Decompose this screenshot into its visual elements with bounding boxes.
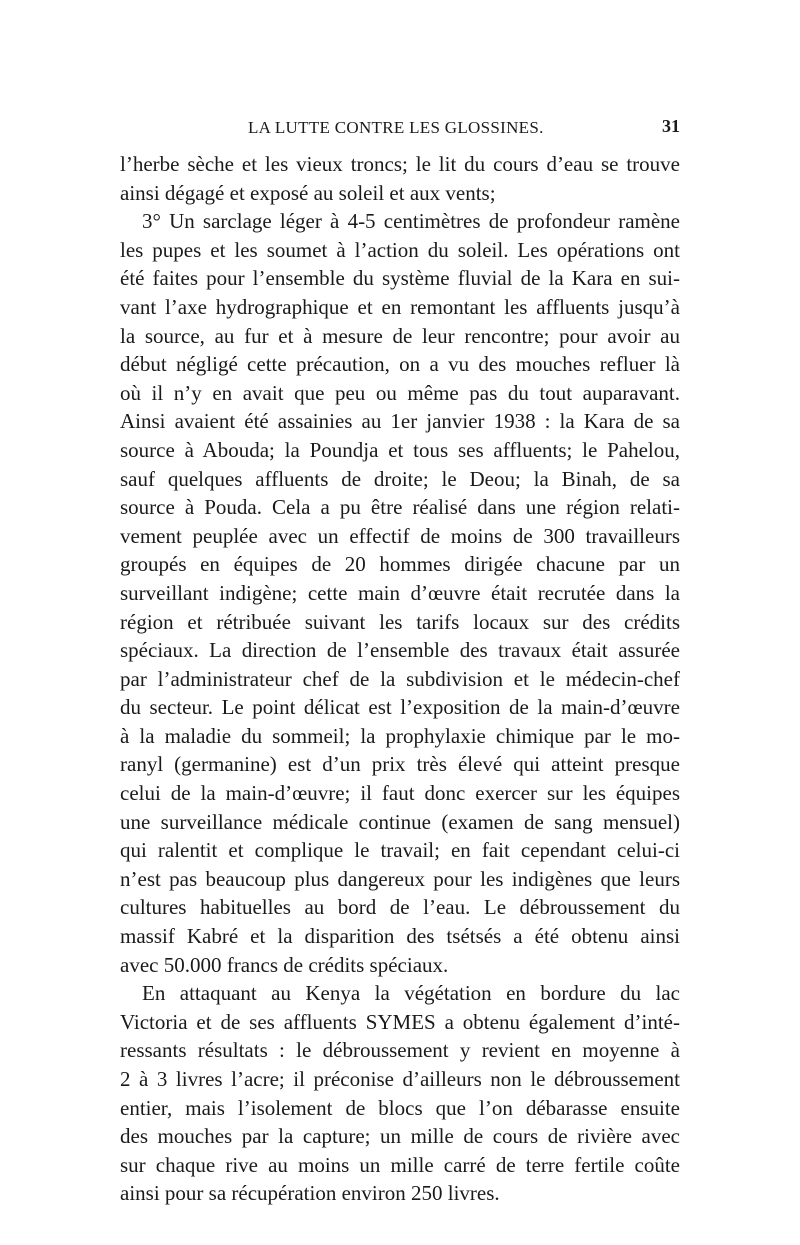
text-line: été faites pour l’ensemble du système fluvial de la Kara en sui- [120,266,680,291]
running-title: LA LUTTE CONTRE LES GLOSSINES. [248,118,544,137]
text-line: début négligé cette précaution, on a vu des mouches refluer là [120,352,680,377]
text-line: des mouches par la capture; un mille de cours de rivière avec [120,1124,680,1149]
text-line: ainsi pour sa récupération environ 250 livres. [120,1181,500,1206]
running-head [120,118,680,144]
text-line: vement peuplée avec un effectif de moins de 300 travailleurs [120,523,680,548]
text-line: les pupes et les soumet à l’action du soleil. Les opérations ont [120,237,680,262]
text-line: à la maladie du sommeil; la prophylaxie chimique par le mo- [120,723,680,748]
text-line: par l’administrateur chef de la subdivision et le médecin-chef [120,666,680,691]
text-line: ainsi dégagé et exposé au soleil et aux vents; [120,180,496,205]
text-line: région et rétribuée suivant les tarifs locaux sur des crédits [120,609,680,634]
text-line: Ainsi avaient été assainies au 1er janvier 1938 : la Kara de sa [120,409,680,434]
text-line: Victoria et de ses affluents SYMES a obtenu également d’inté- [120,1009,680,1034]
text-line: n’est pas beaucoup plus dangereux pour les indigènes que leurs [120,866,680,891]
text-line: 2 à 3 livres l’acre; il préconise d’ailleurs non le débroussement [120,1067,680,1091]
text-line: sauf quelques affluents de droite; le Deou; la Binah, de sa [120,466,680,491]
text-line: une surveillance médicale continue (examen de sang mensuel) [120,809,680,834]
text-line: entier, mais l’isolement de blocs que l’on débarasse ensuite [120,1095,680,1120]
text-line: avec 50.000 francs de crédits spéciaux. [120,952,449,977]
text-line: 3° Un sarclage léger à 4-5 centimètres de profondeur ramène [142,209,680,234]
text-line: sur chaque rive au moins un mille carré de terre fertile coûte [120,1152,680,1177]
text-line: surveillant indigène; cette main d’œuvre était recrutée dans la [120,580,680,605]
text-line: cultures habituelles au bord de l’eau. Le débroussement du [120,895,680,920]
text-line: celui de la main-d’œuvre; il faut donc exercer sur les équipes [120,781,680,806]
text-line: ranyl (germanine) est d’un prix très élevé qui atteint presque [120,752,680,777]
text-line: spéciaux. La direction de l’ensemble des travaux était assurée [120,638,680,663]
text-line: où il n’y en avait que peu ou même pas du tout auparavant. [120,380,680,405]
text-line: ressants résultats : le débroussement y revient en moyenne à [120,1038,680,1063]
text-line: vant l’axe hydrographique et en remontant les affluents jusqu’à [120,294,680,319]
text-line: source à Pouda. Cela a pu être réalisé dans une région relati- [120,495,680,520]
text-line: qui ralentit et complique le travail; en fait cependant celui-ci [120,838,680,863]
text-line: massif Kabré et la disparition des tsétsés a été obtenu ainsi [120,924,680,949]
text-line: En attaquant au Kenya la végétation en bordure du lac [142,981,680,1006]
text-line: la source, au fur et à mesure de leur rencontre; pour avoir au [120,323,680,348]
text-line: l’herbe sèche et les vieux troncs; le lit du cours d’eau se trouve [120,152,680,176]
text-line: du secteur. Le point délicat est l’exposition de la main-d’œuvre [120,695,680,720]
text-line: source à Abouda; la Poundja et tous ses affluents; le Pahelou, [120,437,680,462]
page-number: 31 [662,116,680,136]
body-text [120,150,680,1208]
text-line: groupés en équipes de 20 hommes dirigée chacune par un [120,552,680,577]
